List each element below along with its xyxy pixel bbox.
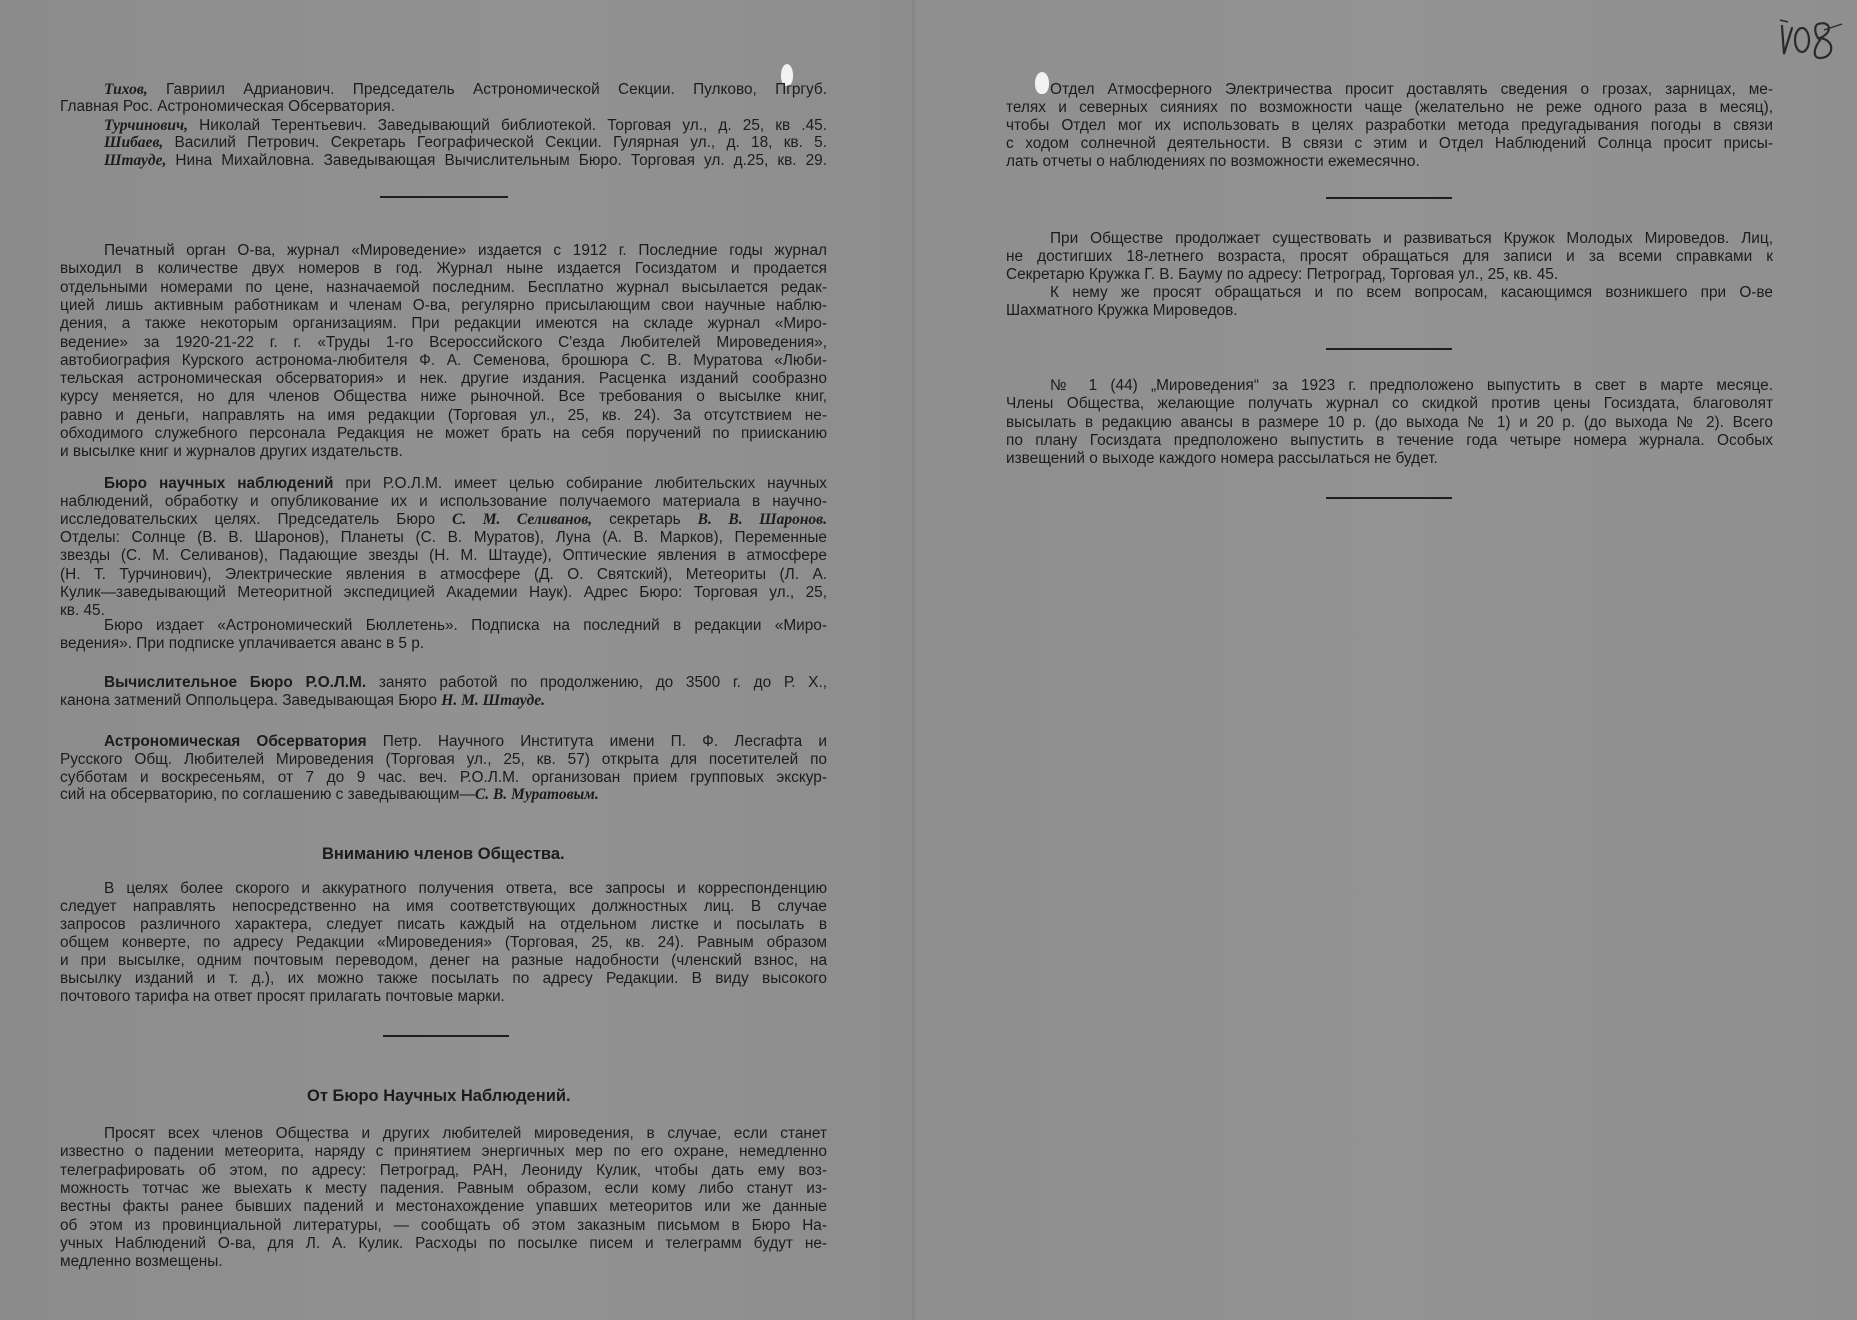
handwritten-page-number (1774, 14, 1844, 62)
staff-entry (60, 117, 827, 135)
staff-name: Штауде, (104, 152, 167, 169)
bureau-department-line: Отделы: Солнце (В. В. Шаронов), Планеты (С. В. Муратов), Луна (А. В. Марков), Переменные (60, 529, 827, 546)
attention-line: следует направлять непосредственно на имя соответствующих должностных лиц. В случае (60, 898, 827, 915)
issue-notice-line: Члены Общества, желающие получать журнал со скидкой против цены Госиздата, благоволят (1006, 395, 1773, 413)
staff-entry (60, 152, 827, 170)
issue-notice-line: высылать в редакцию авансы в размере 10 р. (до выхода № 1) и 20 р. (до выхода № 2). Всего (1006, 413, 1773, 431)
bureau-notice-heading: От Бюро Научных Наблюдений. (307, 1087, 571, 1105)
bureau-title: Бюро научных наблюдений (104, 475, 334, 492)
computing-bureau-text: занято работой по продолжению, до 3500 г. до Р. Х., (366, 674, 827, 691)
computing-bureau-line (60, 692, 827, 710)
journal-line: обходимого служебного персонала Редакция не может брать на себя поручений по приисканию (60, 425, 827, 442)
journal-line: выходил в количестве двух номеров в год. Журнал ныне издается Госиздатом и продается (60, 260, 827, 278)
bureau-notice-line: можность тотчас же выехать к месту падения. Равным образом, если кому либо станут из- (60, 1179, 827, 1197)
attention-line: высылку изданий и т. д.), их можно также посылать по адресу Редакции. В виду высокого (60, 970, 827, 987)
left-page (0, 0, 915, 1320)
issue-notice-line: по плану Госиздата предположено выпустить в течение года четыре номера журнала. Особых (1006, 431, 1773, 449)
observatory-text: сий на обсерваторию, по соглашению с заведывающим— (60, 786, 475, 803)
observatory-head-name: С. В. Муратовым. (474, 786, 599, 803)
journal-line: цией лишь активным работникам и членам О-ва, регулярно присылающим свои научные наблю- (60, 296, 827, 314)
secretary-name: В. В. Шаронов. (697, 511, 827, 528)
issue-notice-line: № 1 (44) „Мироведения“ за 1923 г. предположено выпустить в свет в марте месяце. (1050, 377, 1773, 394)
bureau-notice-line: медленно возмещены. (60, 1253, 223, 1271)
bureau-line: наблюдений, обработку и опубликование их и использование получаемого материала в научно- (60, 493, 827, 510)
chairman-name: С. М. Селиванов, (451, 511, 593, 528)
bureau-notice-line: телеграфировать об этом, по адресу: Петроград, РАН, Леониду Кулик, чтобы дать ему воз- (60, 1161, 827, 1179)
journal-line: дения, а также некоторым организациям. При редакции имеются на складе журнал «Миро- (60, 315, 827, 333)
computing-bureau-title: Вычислительное Бюро Р.О.Л.М. (104, 674, 367, 691)
young-circle-line: Секретарю Кружка Г. В. Бауму по адресу: Петроград, Торговая ул., 25, кв. 45. (1006, 266, 1559, 283)
staff-entry (60, 134, 827, 152)
bureau-notice-line: вестны факты ранее бывших падений и местонахождение упавших метеоритов или же данные (60, 1198, 827, 1216)
young-circle-line: не достигших 18-летнего возраста, просят обращаться для записи и за всеми справками к (1006, 248, 1773, 265)
observatory-line (60, 733, 827, 751)
staff-details: Гавриил Адрианович. Председатель Астрономической Секции. Пулково, Пгр (147, 81, 801, 98)
atmospheric-line: с ходом солнечной деятельности. В связи с этим и Отдел Наблюдений Солнца просит присы- (1006, 135, 1773, 152)
staff-entry (60, 81, 827, 99)
staff-details: Нина Михайловна. Заведывающая Вычислительным Бюро. Торговая ул. д.25, кв. 29. (166, 152, 827, 169)
bulletin-line: Бюро издает «Астрономический Бюллетень». Подписка на последний в редакции «Миро- (104, 617, 827, 634)
section-divider (380, 196, 508, 198)
computing-bureau-text: канона затмений Оппольцера. Заведывающая Бюро (60, 692, 442, 709)
section-divider (1326, 197, 1452, 199)
atmospheric-line: лать отчеты о наблюдениях по возможности ежемесячно. (1006, 153, 1420, 170)
journal-line: ведение» за 1920-21-22 г. г. «Труды 1-го Всероссийского С'езда Любителей Мироведения», (60, 333, 827, 351)
bureau-notice-line: Просят всех членов Общества и других любителей мироведения, в случае, если станет (104, 1125, 827, 1142)
attention-line: В целях более скорого и аккуратного получения ответа, все запросы и корреспонденцию (104, 880, 827, 897)
observatory-text: Петр. Научного Института имени П. Ф. Лесгафта и (366, 733, 827, 750)
atmospheric-line: Отдел Атмосферного Электричества просит доставлять сведения о грозах, зарницах, ме- (1050, 81, 1773, 98)
attention-line: запросов различного характера, следует писать каждый на отдельном листке и посылать в (60, 916, 827, 933)
bureau-notice-line: известно о падении метеорита, наряду с принятием энергичных мер по его охране, немедленно (60, 1143, 827, 1161)
staff-name: Тихов, (104, 81, 148, 98)
bureau-department-line: кв. 45. (60, 602, 105, 620)
attention-line: общем конверте, по адресу Редакции «Мироведения» (Торговая, 25, кв. 24). Равным образом (60, 934, 827, 951)
staff-details-tail: губ. (800, 81, 827, 98)
bureau-department-line: (Н. Т. Турчинович), Электрические явления в атмосфере (Д. О. Святский), Метеориты (Л. А. (60, 565, 827, 583)
bureau-notice-line: учных Наблюдений О-ва, для Л. А. Кулик. Расходы по посылке писем и телеграмм будут не- (60, 1234, 827, 1252)
journal-line: тельская астрономическая обсерватория» и нек. другие издания. Расценка изданий сообразно (60, 370, 827, 388)
atmospheric-line: чтобы Отдел мог их использовать в целях разработки метода предугадывания погоды в связи (1006, 117, 1773, 134)
young-circle-line: Шахматного Кружка Мироведов. (1006, 302, 1238, 319)
bureau-text: при Р.О.Л.М. имеет целью собирание любительских научных (333, 475, 827, 492)
staff-details: Николай Терентьевич. Заведывающий библиотекой. Торговая ул., д. 25, кв .45. (188, 117, 827, 134)
staff-entry-continued: Главная Рос. Астрономическая Обсерватория. (60, 98, 395, 115)
staff-name: Шибаев, (104, 134, 164, 151)
journal-line: автобиография Курского астронома-любителя Ф. А. Семенова, брошюра С. В. Муратова «Люби- (60, 351, 827, 369)
page-gutter (912, 0, 915, 1320)
observatory-title: Астрономическая Обсерватория (104, 733, 367, 750)
observatory-line: Русского Общ. Любителей Мироведения (Торговая ул., 25, кв. 57) открыта для посетителей по (60, 751, 827, 768)
journal-line: Печатный орган О-ва, журнал «Мироведение» издается с 1912 г. Последние годы журнал (104, 242, 827, 259)
bulletin-line: ведения». При подписке уплачивается аванс в 5 р. (60, 635, 425, 653)
section-divider (383, 1035, 509, 1037)
observatory-line (60, 786, 827, 804)
journal-line: курсу меняется, но для членов Общества ниже рыночной. Все требования о высылке книг, (60, 388, 827, 406)
journal-line: и высылке книг и журналов других издательств. (60, 443, 403, 461)
bureau-department-line: Кулик—заведывающий Метеоритной экспедицией Академии Наук). Адрес Бюро: Торговая ул., 25, (60, 583, 827, 601)
attention-line: почтового тарифа на ответ просят прилагать почтовые марки. (60, 988, 505, 1005)
section-divider (1326, 348, 1452, 350)
attention-heading: Вниманию членов Общества. (322, 845, 565, 863)
bureau-department-line: звезды (С. М. Селиванов), Падающие звезды (Н. М. Штауде), Оптические явления в атмосфере (60, 547, 827, 565)
computing-head-name: Н. М. Штауде. (441, 692, 545, 709)
handwritten-108-mark (1774, 14, 1844, 62)
staff-details: Василий Петрович. Секретарь Географической Секции. Гулярная ул., д. 18, кв. 5. (163, 134, 827, 151)
issue-notice-line: извещений о выходе каждого номера рассылаться не будет. (1006, 450, 1438, 468)
young-circle-line: К нему же просят обращаться и по всем вопросам, касающимся возникшего при О-ве (1050, 284, 1773, 301)
bureau-text: исследовательских целях. Председатель Бюро (60, 511, 452, 528)
bureau-line (60, 475, 827, 493)
journal-line: отдельными номерами по цене, назначаемой последним. Бесплатно журнал высылается редак- (60, 278, 827, 296)
attention-line: и при высылке, одним почтовым переводом, денег на разные надобности (членский взнос, на (60, 952, 827, 969)
section-divider (1326, 497, 1452, 499)
computing-bureau-line (60, 674, 827, 692)
bureau-line (60, 511, 827, 529)
young-circle-line: При Обществе продолжает существовать и развиваться Кружок Молодых Мироведов. Лиц, (1050, 230, 1773, 247)
bureau-text: секретарь (592, 511, 698, 528)
bureau-notice-line: об этом из провинциальной литературы, — сообщать об этом заказным письмом в Бюро На- (60, 1216, 827, 1234)
atmospheric-line: телях и северных сияниях по возможности чаще (желательно не реже одного раза в месяц), (1006, 99, 1773, 116)
journal-line: равно и деньги, направлять на имя редакции (Торговая ул., 25, кв. 24). За отсутствием не- (60, 406, 827, 424)
observatory-line: субботам и воскресеньям, от 7 до 9 час. веч. Р.О.Л.М. организован прием групповых экскур- (60, 769, 827, 786)
staff-name: Турчинович, (104, 117, 188, 134)
